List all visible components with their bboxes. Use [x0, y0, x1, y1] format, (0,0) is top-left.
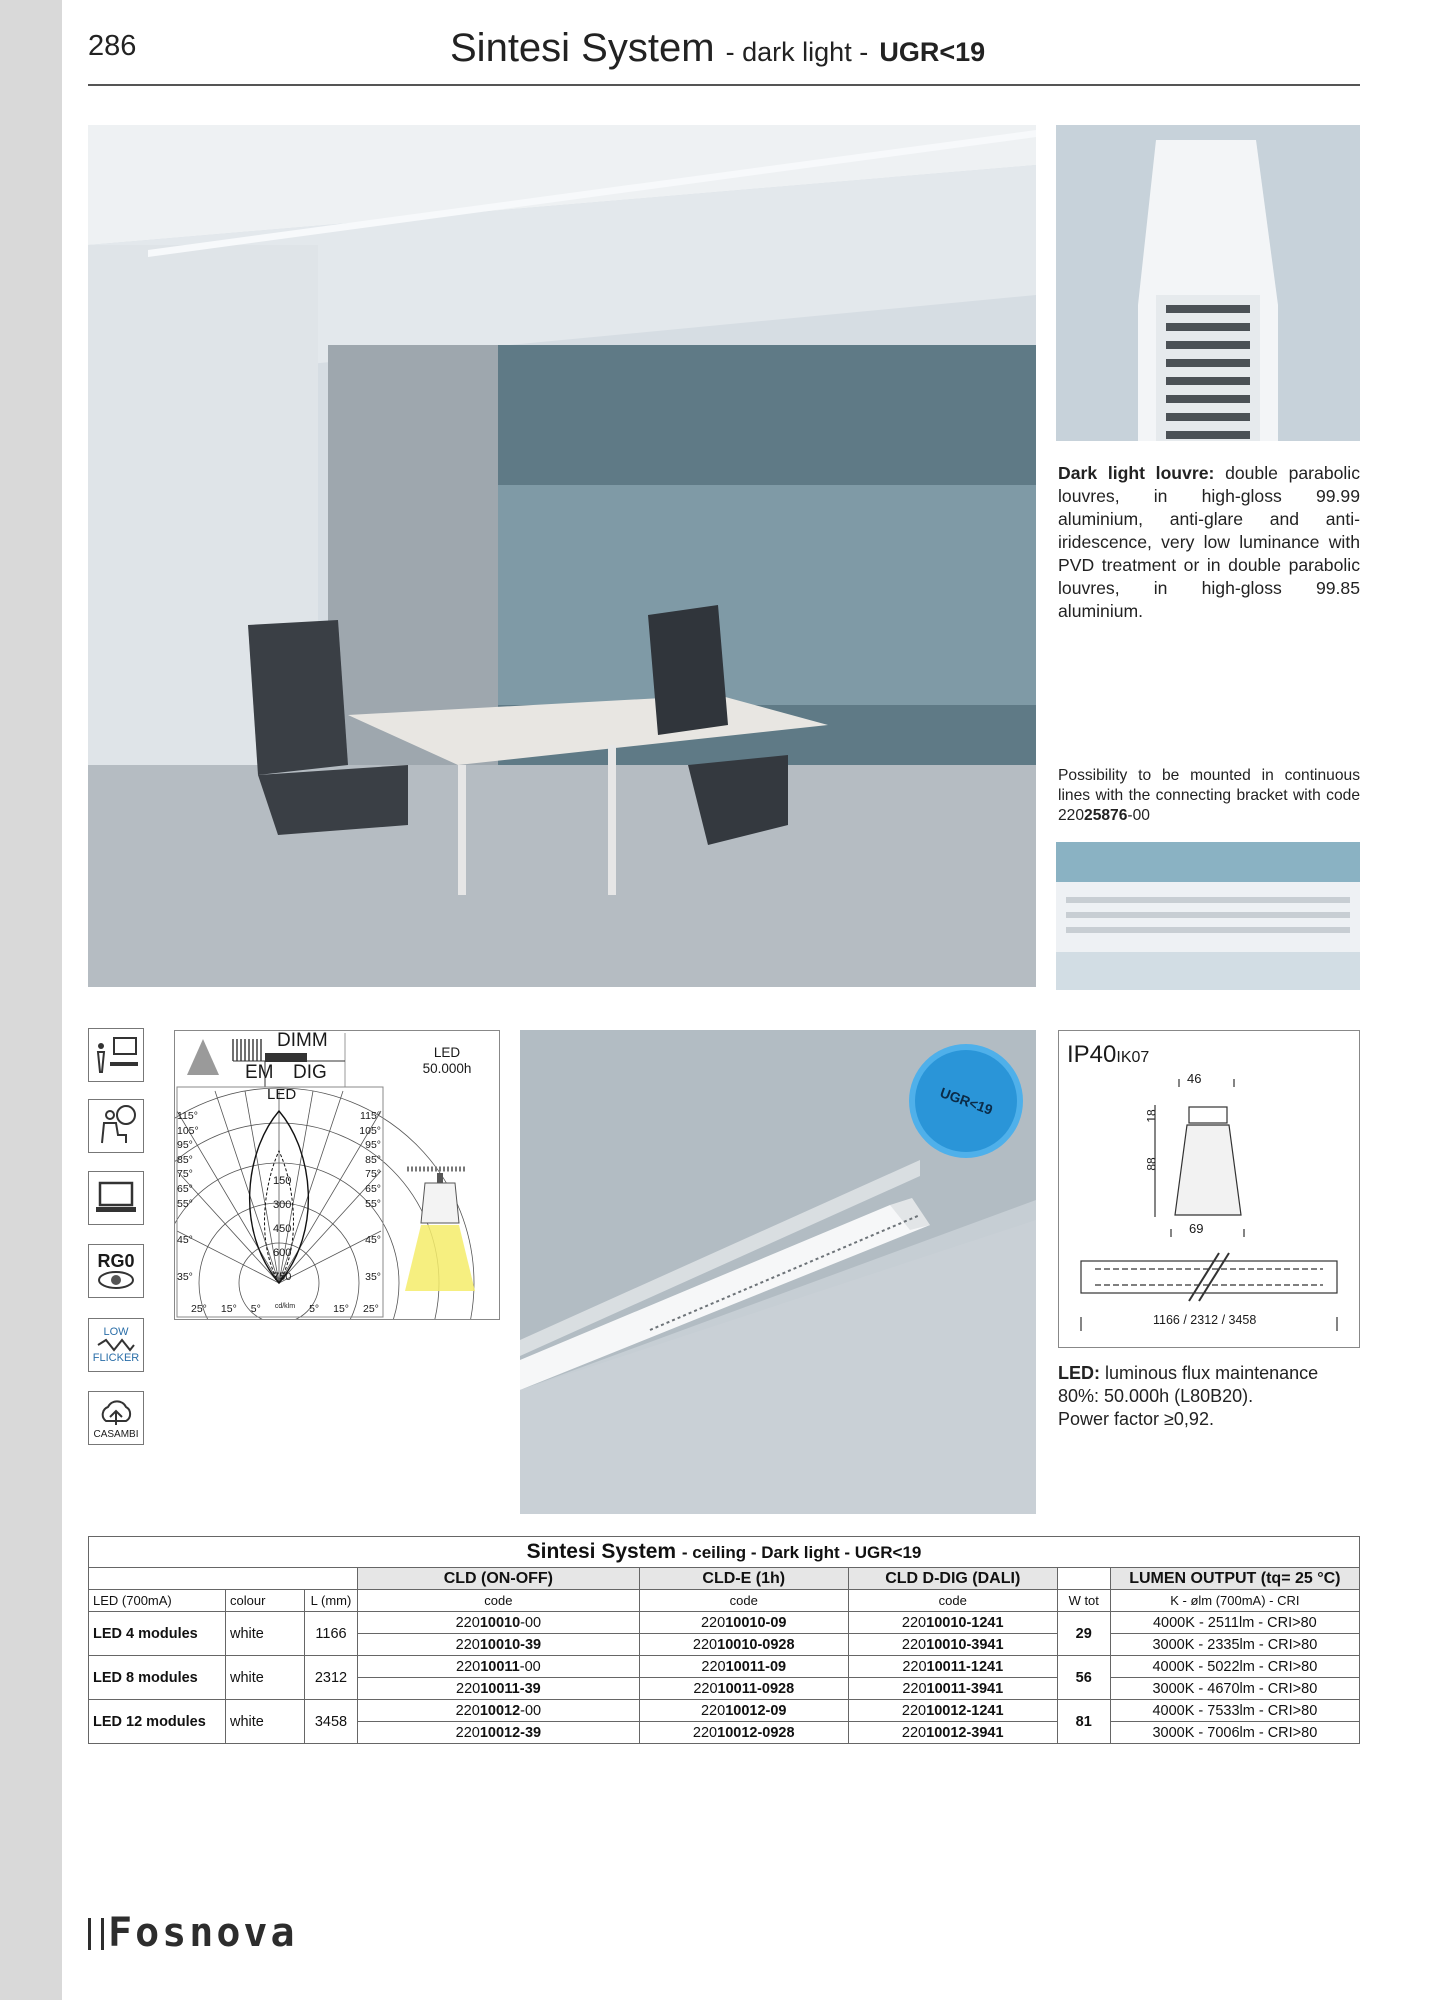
- polar-angles-left: [177, 1109, 199, 1284]
- code-clde: [639, 1722, 848, 1744]
- code-ddig: [848, 1612, 1057, 1634]
- brand-logo: [88, 1910, 298, 1956]
- row-wtot: 81: [1057, 1700, 1110, 1744]
- code-prefix: 220: [700, 1614, 726, 1631]
- polar-led-label: LED: [267, 1086, 297, 1103]
- code-main: 10010-09: [725, 1614, 787, 1631]
- angle-right: 45°: [365, 1234, 381, 1247]
- table-row: [89, 1700, 1360, 1722]
- title-main: Sintesi System: [450, 26, 715, 70]
- code-ddig: [848, 1700, 1057, 1722]
- code-main: 10012-1241: [926, 1702, 1004, 1719]
- angle-right: 65°: [365, 1182, 381, 1195]
- flicker-label: FLICKER: [92, 1352, 140, 1364]
- code-clde: [639, 1700, 848, 1722]
- table-row: [89, 1656, 1360, 1678]
- bracket-code-suffix: -00: [1127, 807, 1150, 824]
- row-length: 3458: [305, 1700, 358, 1744]
- row-wtot: 56: [1057, 1656, 1110, 1700]
- polar-angles-right: [357, 1109, 381, 1284]
- angle-left: 65°: [177, 1182, 193, 1195]
- led-note-text: luminous flux maintenance 80%: 50.000h (L80B20).: [1058, 1363, 1319, 1406]
- header-rule: [88, 84, 1360, 86]
- bracket-code-prefix: 220: [1058, 807, 1085, 824]
- code-prefix: 220: [692, 1724, 718, 1741]
- polar-bottom-angles: [191, 1303, 381, 1315]
- brand-mark-icon: [88, 1918, 104, 1950]
- code-prefix: 220: [692, 1636, 718, 1653]
- row-wtot: 29: [1057, 1612, 1110, 1656]
- ip-label: IP40: [1067, 1041, 1117, 1068]
- group-lumen: LUMEN OUTPUT (tq= 25 °C): [1110, 1568, 1359, 1590]
- bracket-photo: [1056, 842, 1360, 990]
- angle-left: 95°: [177, 1139, 193, 1152]
- col-lumen: K - ølm (700mA) - CRI: [1110, 1590, 1359, 1612]
- code-ddig: [848, 1722, 1057, 1744]
- code-prefix: 220: [455, 1702, 480, 1719]
- row-lumen: 3000K - 4670lm - CRI>80: [1110, 1678, 1359, 1700]
- angle-bottom: 15°: [220, 1303, 237, 1315]
- desk-lamp-icon: [88, 1028, 144, 1082]
- angle-left: 45°: [177, 1234, 193, 1247]
- radial-value: 750: [273, 1271, 292, 1283]
- code-main: 10011: [480, 1658, 520, 1675]
- code-prefix: 220: [902, 1680, 927, 1697]
- dimm-label: DIMM: [277, 1030, 328, 1051]
- dim-width-bottom: 69: [1189, 1221, 1204, 1236]
- office-worker-icon: [88, 1099, 144, 1153]
- ugr-badge: [915, 1050, 1017, 1152]
- brand-name: Fosnova: [108, 1910, 298, 1956]
- table-header-blank: [89, 1568, 358, 1590]
- dim-height-b: 88: [1144, 1157, 1159, 1171]
- page-title: [450, 26, 985, 71]
- row-lumen: 3000K - 2335lm - CRI>80: [1110, 1634, 1359, 1656]
- code-main: 10011-39: [480, 1680, 541, 1697]
- col-led: LED (700mA): [89, 1590, 226, 1612]
- code-prefix: 220: [455, 1636, 480, 1653]
- angle-left: 115°: [177, 1110, 198, 1122]
- row-colour: white: [226, 1612, 305, 1656]
- rg0-label: RG0: [97, 1251, 135, 1271]
- table-title: [89, 1537, 1360, 1568]
- angle-right: 115°: [360, 1110, 381, 1122]
- row-length: 1166: [305, 1612, 358, 1656]
- angle-right: 35°: [365, 1270, 381, 1283]
- led-life: [413, 1045, 481, 1077]
- page-number: 286: [88, 30, 137, 62]
- table-title-main: Sintesi System: [526, 1540, 677, 1563]
- low-label: LOW: [103, 1326, 129, 1338]
- dig-label: DIG: [293, 1062, 327, 1083]
- row-name: LED 12 modules: [89, 1700, 226, 1744]
- angle-bottom: 25°: [363, 1303, 379, 1315]
- angle-left: 55°: [177, 1197, 193, 1210]
- code-ddig: [848, 1678, 1057, 1700]
- code-ddig: [848, 1634, 1057, 1656]
- bracket-note-text: Possibility to be mounted in continuous lines with the connecting bracket with code: [1058, 767, 1360, 804]
- code-prefix: 220: [901, 1724, 927, 1741]
- code-suffix: -00: [520, 1702, 542, 1719]
- code-prefix: 220: [901, 1614, 927, 1631]
- led-note: [1058, 1362, 1360, 1431]
- office-photo: [88, 125, 1036, 987]
- code-main: 10012-39: [479, 1724, 542, 1741]
- angle-bottom: 15°: [333, 1303, 349, 1315]
- casambi-label: CASAMBI: [93, 1428, 139, 1440]
- col-code-2: code: [639, 1590, 848, 1612]
- code-prefix: 220: [455, 1724, 480, 1741]
- low-flicker-icon: [88, 1318, 144, 1372]
- polar-unit: cd/klm: [274, 1303, 296, 1310]
- code-prefix: 220: [693, 1680, 718, 1697]
- code-main: 10012-3941: [926, 1724, 1004, 1741]
- code-clde: [639, 1678, 848, 1700]
- photometric-diagram: [174, 1030, 500, 1320]
- radial-value: 300: [273, 1199, 292, 1211]
- code-clde: [639, 1634, 848, 1656]
- dim-lengths: 1166 / 2312 / 3458: [1153, 1313, 1257, 1327]
- radial-value: 150: [273, 1175, 292, 1187]
- code-suffix: -00: [520, 1614, 542, 1631]
- row-lumen: 4000K - 2511lm - CRI>80: [1110, 1612, 1359, 1634]
- angle-right: 55°: [365, 1197, 381, 1210]
- code-prefix: 220: [456, 1658, 481, 1675]
- page-side-band: [0, 0, 62, 2000]
- dim-height-a: 18: [1144, 1109, 1159, 1123]
- angle-right: 105°: [359, 1124, 381, 1137]
- code-main: 10011-09: [725, 1658, 787, 1675]
- code-onoff: [358, 1722, 640, 1744]
- angle-bottom: 5°: [250, 1303, 261, 1315]
- louvre-description-bold: Dark light louvre:: [1058, 463, 1215, 483]
- bracket-note: [1058, 766, 1360, 826]
- code-onoff: [358, 1678, 640, 1700]
- row-length: 2312: [305, 1656, 358, 1700]
- group-clde: CLD-E (1h): [639, 1568, 848, 1590]
- code-clde: [639, 1656, 848, 1678]
- row-lumen: 4000K - 5022lm - CRI>80: [1110, 1656, 1359, 1678]
- code-prefix: 220: [700, 1702, 726, 1719]
- led-note-power: Power factor ≥0,92.: [1058, 1409, 1214, 1429]
- radial-value: 600: [273, 1247, 292, 1259]
- angle-right: 85°: [365, 1153, 381, 1166]
- code-ddig: [848, 1656, 1057, 1678]
- code-main: 10011-1241: [926, 1658, 1004, 1675]
- code-main: 10010: [479, 1614, 521, 1631]
- code-prefix: 220: [701, 1658, 726, 1675]
- code-onoff: [358, 1634, 640, 1656]
- code-prefix: 220: [901, 1702, 927, 1719]
- row-lumen: 3000K - 7006lm - CRI>80: [1110, 1722, 1359, 1744]
- led-life-line1: LED: [433, 1045, 461, 1060]
- code-main: 10010-0928: [717, 1636, 795, 1653]
- ugr-badge-label: UGR<19: [937, 1084, 995, 1118]
- code-prefix: 220: [456, 1680, 481, 1697]
- dim-width-top: 46: [1187, 1071, 1202, 1086]
- code-prefix: 220: [455, 1614, 480, 1631]
- led-note-bold: LED:: [1058, 1363, 1100, 1383]
- laptop-icon: [88, 1171, 144, 1225]
- row-lumen: 4000K - 7533lm - CRI>80: [1110, 1700, 1359, 1722]
- casambi-icon: [88, 1391, 144, 1445]
- row-colour: white: [226, 1656, 305, 1700]
- table-header-blank: [1057, 1568, 1110, 1590]
- code-prefix: 220: [902, 1658, 927, 1675]
- code-suffix: -00: [519, 1658, 541, 1675]
- code-clde: [639, 1612, 848, 1634]
- col-code-3: code: [848, 1590, 1057, 1612]
- group-cld-onoff: CLD (ON-OFF): [358, 1568, 640, 1590]
- code-main: 10010-3941: [926, 1636, 1004, 1653]
- row-name: LED 8 modules: [89, 1656, 226, 1700]
- code-main: 10010-1241: [926, 1614, 1004, 1631]
- col-length: L (mm): [305, 1590, 358, 1612]
- product-table: [88, 1536, 1360, 1744]
- radial-value: 450: [273, 1223, 292, 1235]
- col-code-1: code: [358, 1590, 640, 1612]
- angle-left: 105°: [177, 1124, 199, 1137]
- table-row: [89, 1612, 1360, 1634]
- angle-bottom: 5°: [309, 1303, 320, 1315]
- ik-label: IK07: [1116, 1049, 1150, 1066]
- em-label: EM: [245, 1062, 274, 1083]
- table-title-sub: - ceiling - Dark light - UGR<19: [681, 1543, 922, 1562]
- code-main: 10012-0928: [717, 1724, 795, 1741]
- col-colour: colour: [226, 1590, 305, 1612]
- led-life-line2: 50.000h: [422, 1061, 472, 1076]
- code-onoff: [358, 1656, 640, 1678]
- louvre-description-text: double parabolic louvres, in high-gloss 99.99 aluminium, anti-glare and anti-iridescence, very low luminance with PVD treatment or in double parabolic louvres, in high-gloss 99.85 aluminium.: [1058, 463, 1361, 621]
- code-onoff: [358, 1612, 640, 1634]
- fixture-photo: [520, 1030, 1036, 1514]
- angle-right: 95°: [365, 1139, 381, 1152]
- bracket-code-bold: 25876: [1084, 807, 1128, 824]
- polar-radial-values: [273, 1169, 291, 1289]
- angle-right: 75°: [365, 1168, 381, 1181]
- angle-left: 35°: [177, 1270, 193, 1283]
- row-name: LED 4 modules: [89, 1612, 226, 1656]
- code-main: 10011-0928: [717, 1680, 795, 1697]
- dimension-drawing: [1058, 1030, 1360, 1348]
- code-main: 10011-3941: [926, 1680, 1004, 1697]
- col-wtot: W tot: [1057, 1590, 1110, 1612]
- title-ugr: UGR<19: [879, 37, 986, 67]
- rg0-eye-icon: [88, 1244, 144, 1298]
- row-colour: white: [226, 1700, 305, 1744]
- code-main: 10012: [479, 1702, 521, 1719]
- louvre-photo: [1056, 125, 1360, 441]
- louvre-description: [1058, 462, 1360, 623]
- code-main: 10010-39: [479, 1636, 542, 1653]
- angle-bottom: 25°: [191, 1303, 207, 1315]
- code-main: 10012-09: [725, 1702, 787, 1719]
- title-sub: - dark light -: [725, 37, 869, 67]
- angle-left: 75°: [177, 1168, 193, 1181]
- code-onoff: [358, 1700, 640, 1722]
- angle-left: 85°: [177, 1153, 193, 1166]
- code-prefix: 220: [901, 1636, 927, 1653]
- group-cld-ddig: CLD D-DIG (DALI): [848, 1568, 1057, 1590]
